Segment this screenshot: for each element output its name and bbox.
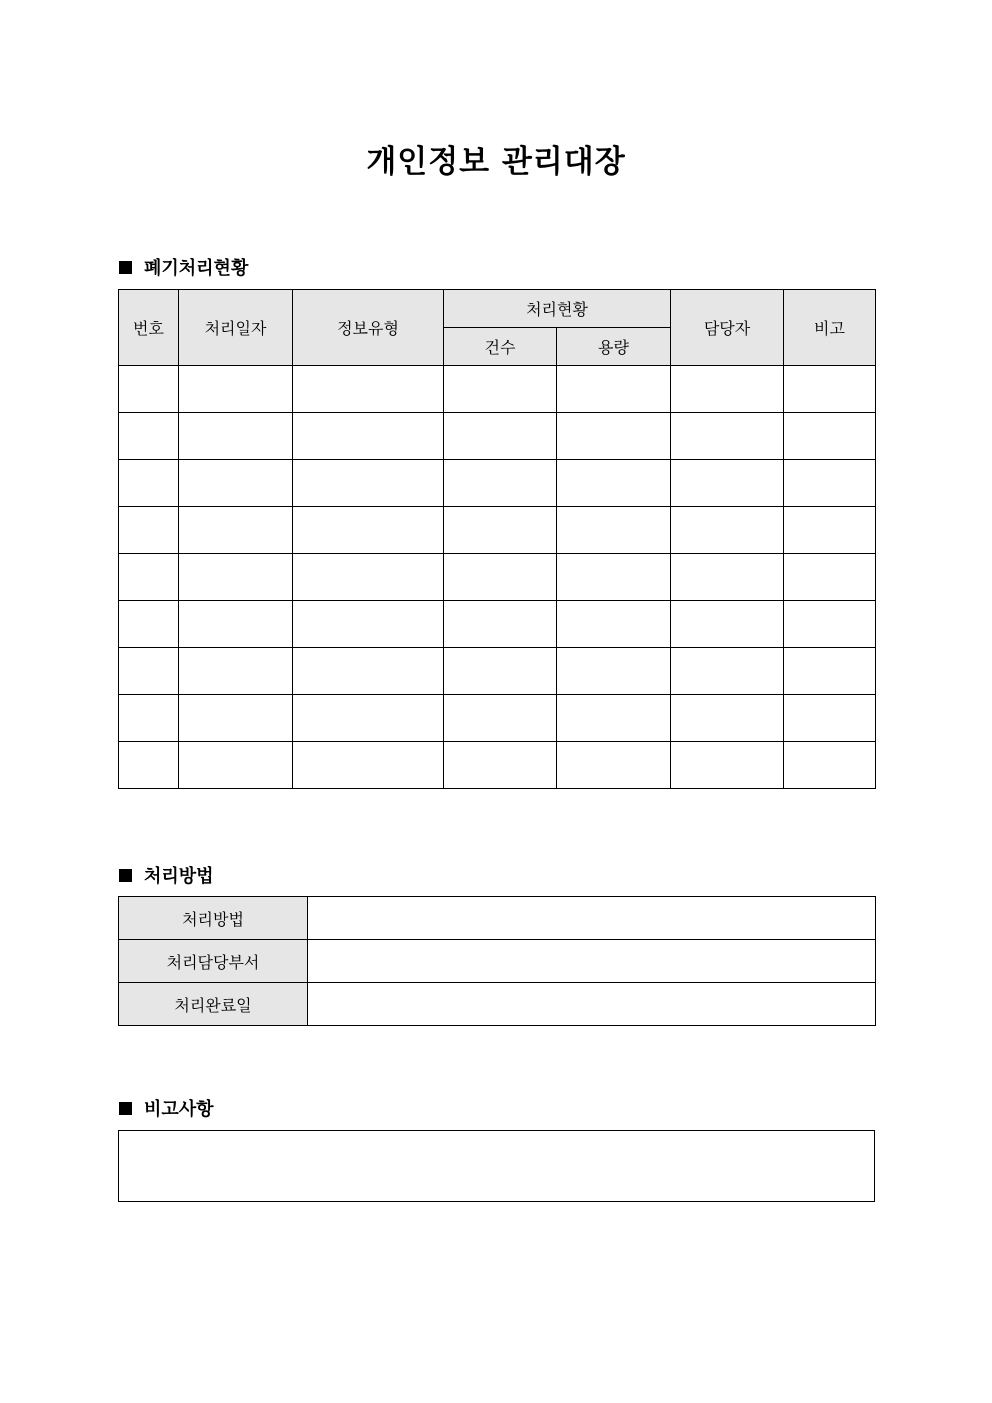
cell-count[interactable] — [444, 648, 557, 695]
cell-note[interactable] — [784, 648, 876, 695]
cell-manager[interactable] — [671, 460, 784, 507]
cell-manager[interactable] — [671, 413, 784, 460]
cell-manager[interactable] — [671, 554, 784, 601]
column-header-manager: 담당자 — [671, 290, 784, 366]
department-label: 처리담당부서 — [119, 940, 308, 983]
cell-note[interactable] — [784, 460, 876, 507]
method-heading-label: 처리방법 — [144, 866, 214, 887]
cell-info-type[interactable] — [293, 695, 444, 742]
cell-date[interactable] — [179, 413, 293, 460]
square-bullet-icon — [119, 1102, 132, 1115]
cell-no[interactable] — [119, 554, 179, 601]
method-label: 처리방법 — [119, 897, 308, 940]
column-header-date: 처리일자 — [179, 290, 293, 366]
cell-info-type[interactable] — [293, 366, 444, 413]
cell-volume[interactable] — [557, 648, 671, 695]
method-table — [118, 896, 876, 1026]
cell-volume[interactable] — [557, 554, 671, 601]
square-bullet-icon — [119, 869, 132, 882]
cell-count[interactable] — [444, 413, 557, 460]
column-header-status: 처리현황 — [444, 290, 671, 328]
cell-note[interactable] — [784, 507, 876, 554]
cell-note[interactable] — [784, 601, 876, 648]
cell-volume[interactable] — [557, 413, 671, 460]
table-row — [119, 507, 876, 554]
cell-date[interactable] — [179, 507, 293, 554]
table-row — [119, 695, 876, 742]
cell-manager[interactable] — [671, 742, 784, 789]
cell-note[interactable] — [784, 366, 876, 413]
cell-note[interactable] — [784, 742, 876, 789]
disposal-section-heading — [119, 254, 248, 280]
cell-date[interactable] — [179, 460, 293, 507]
cell-volume[interactable] — [557, 601, 671, 648]
cell-no[interactable] — [119, 648, 179, 695]
table-row — [119, 601, 876, 648]
cell-no[interactable] — [119, 366, 179, 413]
cell-no[interactable] — [119, 601, 179, 648]
cell-manager[interactable] — [671, 695, 784, 742]
column-header-no: 번호 — [119, 290, 179, 366]
cell-info-type[interactable] — [293, 742, 444, 789]
method-row — [119, 897, 876, 940]
cell-count[interactable] — [444, 460, 557, 507]
remarks-heading-label: 비고사항 — [144, 1099, 214, 1120]
disposal-table — [118, 289, 876, 789]
cell-count[interactable] — [444, 507, 557, 554]
department-value-field[interactable] — [308, 940, 876, 983]
cell-note[interactable] — [784, 413, 876, 460]
cell-info-type[interactable] — [293, 554, 444, 601]
cell-volume[interactable] — [557, 507, 671, 554]
cell-info-type[interactable] — [293, 413, 444, 460]
method-section-heading — [119, 862, 214, 888]
column-header-note: 비고 — [784, 290, 876, 366]
cell-info-type[interactable] — [293, 601, 444, 648]
completion-date-value-field[interactable] — [308, 983, 876, 1026]
table-row — [119, 366, 876, 413]
table-row — [119, 554, 876, 601]
cell-manager[interactable] — [671, 507, 784, 554]
department-row — [119, 940, 876, 983]
cell-no[interactable] — [119, 460, 179, 507]
cell-manager[interactable] — [671, 601, 784, 648]
table-row — [119, 742, 876, 789]
cell-no[interactable] — [119, 507, 179, 554]
cell-note[interactable] — [784, 554, 876, 601]
cell-date[interactable] — [179, 742, 293, 789]
cell-volume[interactable] — [557, 460, 671, 507]
cell-volume[interactable] — [557, 366, 671, 413]
cell-date[interactable] — [179, 648, 293, 695]
cell-count[interactable] — [444, 554, 557, 601]
column-header-info-type: 정보유형 — [293, 290, 444, 366]
cell-info-type[interactable] — [293, 648, 444, 695]
method-value-field[interactable] — [308, 897, 876, 940]
cell-count[interactable] — [444, 742, 557, 789]
column-header-volume: 용량 — [557, 328, 671, 366]
cell-no[interactable] — [119, 742, 179, 789]
cell-no[interactable] — [119, 413, 179, 460]
completion-date-row — [119, 983, 876, 1026]
column-header-count: 건수 — [444, 328, 557, 366]
cell-no[interactable] — [119, 695, 179, 742]
cell-date[interactable] — [179, 366, 293, 413]
table-row — [119, 648, 876, 695]
remarks-section-heading — [119, 1095, 214, 1121]
cell-manager[interactable] — [671, 648, 784, 695]
cell-info-type[interactable] — [293, 460, 444, 507]
cell-date[interactable] — [179, 695, 293, 742]
table-row — [119, 413, 876, 460]
square-bullet-icon — [119, 261, 132, 274]
cell-note[interactable] — [784, 695, 876, 742]
completion-date-label: 처리완료일 — [119, 983, 308, 1026]
table-row — [119, 460, 876, 507]
cell-volume[interactable] — [557, 695, 671, 742]
page-title: 개인정보 관리대장 — [366, 144, 626, 180]
remarks-field[interactable] — [118, 1130, 875, 1202]
disposal-heading-label: 폐기처리현황 — [144, 258, 249, 279]
cell-date[interactable] — [179, 601, 293, 648]
cell-count[interactable] — [444, 601, 557, 648]
cell-date[interactable] — [179, 554, 293, 601]
cell-manager[interactable] — [671, 366, 784, 413]
cell-count[interactable] — [444, 366, 557, 413]
cell-count[interactable] — [444, 695, 557, 742]
cell-info-type[interactable] — [293, 507, 444, 554]
cell-volume[interactable] — [557, 742, 671, 789]
